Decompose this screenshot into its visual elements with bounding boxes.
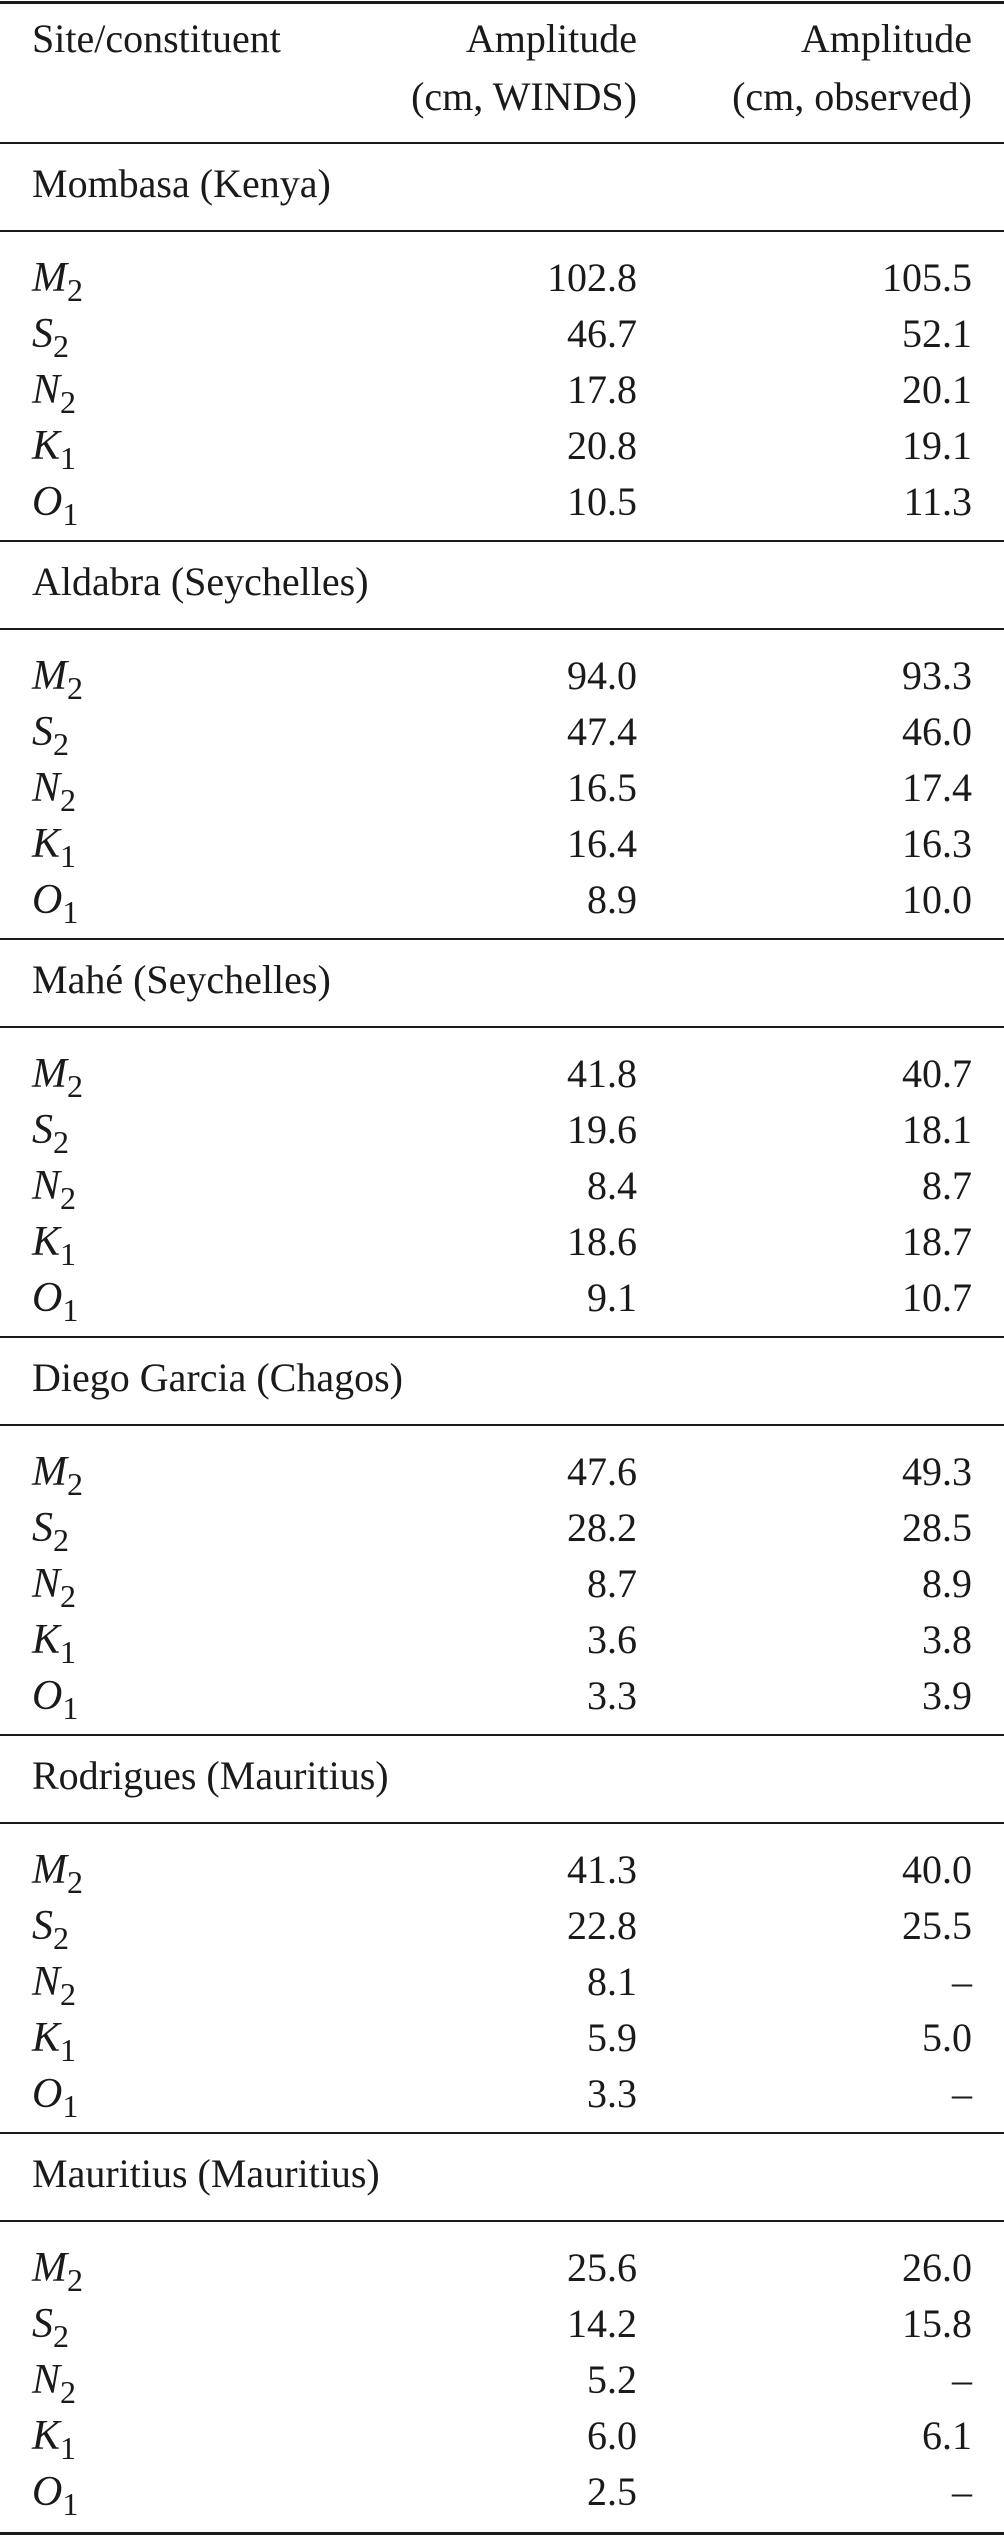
table-row (0, 872, 1004, 928)
table-row (0, 1500, 1004, 1556)
amplitude-winds-cell: 47.4 (567, 709, 637, 754)
constituent-symbol (32, 306, 69, 362)
table-row (0, 2352, 1004, 2408)
constituent-letter: S (32, 1505, 53, 1551)
amplitude-winds-cell: 22.8 (567, 1903, 637, 1948)
constituent-subscript: 2 (53, 328, 69, 364)
table-row (0, 250, 1004, 306)
amplitude-observed-cell: 8.9 (922, 1561, 972, 1606)
amplitude-observed-cell: 17.4 (902, 765, 972, 810)
constituent-letter: N (32, 367, 61, 413)
constituent-symbol (32, 2464, 78, 2520)
table-row (0, 648, 1004, 704)
group-title: Diego Garcia (Chagos) (32, 1355, 403, 1400)
amplitude-observed-cell: 40.7 (902, 1051, 972, 1096)
amplitude-winds-cell: 8.4 (587, 1163, 637, 1208)
amplitude-observed-cell: 15.8 (902, 2301, 972, 2346)
constituent-symbol (32, 418, 76, 474)
constituent-subscript: 2 (53, 1124, 69, 1160)
amplitude-winds-cell: 16.5 (567, 765, 637, 810)
header-observed-line-1: Amplitude (800, 16, 972, 61)
constituent-symbol (32, 1668, 78, 1724)
constituent-subscript: 1 (60, 1634, 77, 1670)
header-site-constituent (32, 10, 281, 68)
constituent-symbol (32, 1214, 76, 1270)
header-amplitude-observed (732, 10, 972, 126)
constituent-subscript: 2 (67, 272, 83, 308)
constituent-letter: N (32, 1959, 61, 2005)
amplitude-winds-cell: 3.3 (587, 2071, 637, 2116)
constituent-subscript: 2 (67, 2262, 83, 2298)
constituent-subscript: 2 (53, 1920, 69, 1956)
constituent-letter: O (32, 2071, 63, 2117)
amplitude-winds-cell: 47.6 (567, 1449, 637, 1494)
amplitude-observed-cell: 26.0 (902, 2245, 972, 2290)
table-row (0, 418, 1004, 474)
constituent-symbol (32, 760, 76, 816)
table-row (0, 2464, 1004, 2520)
amplitude-winds-cell: 6.0 (587, 2413, 637, 2458)
constituent-symbol (32, 1158, 76, 1214)
table-row (0, 1444, 1004, 1500)
constituent-letter: N (32, 1561, 61, 1607)
constituent-letter: O (32, 1673, 63, 1719)
constituent-letter: K (32, 2413, 61, 2459)
amplitude-winds-cell: 8.9 (587, 877, 637, 922)
amplitude-observed-cell: 3.9 (922, 1673, 972, 1718)
constituent-symbol (32, 816, 76, 872)
table-row (0, 2010, 1004, 2066)
constituent-symbol (32, 648, 83, 704)
group-title: Mauritius (Mauritius) (32, 2151, 380, 2196)
table-row (0, 2240, 1004, 2296)
table-row (0, 2066, 1004, 2122)
table-header (0, 0, 1004, 142)
constituent-subscript: 1 (60, 2032, 77, 2068)
constituent-subscript: 1 (62, 2088, 79, 2124)
amplitude-winds-cell: 5.2 (587, 2357, 637, 2402)
amplitude-observed-cell: – (952, 2469, 972, 2514)
constituent-symbol (32, 250, 83, 306)
table-row (0, 2296, 1004, 2352)
constituent-symbol (32, 1842, 83, 1898)
constituent-letter: M (32, 1847, 67, 1893)
constituent-letter: O (32, 479, 63, 525)
constituent-subscript: 2 (67, 1068, 83, 1104)
constituent-symbol (32, 362, 76, 418)
amplitude-observed-cell: 6.1 (922, 2413, 972, 2458)
table-row (0, 1270, 1004, 1326)
constituent-subscript: 1 (60, 838, 77, 874)
amplitude-observed-cell: 93.3 (902, 653, 972, 698)
amplitude-winds-cell: 20.8 (567, 423, 637, 468)
constituent-letter: O (32, 877, 63, 923)
group-title-rule (0, 1424, 1004, 1426)
amplitude-observed-cell: 28.5 (902, 1505, 972, 1550)
group-separator-rule (0, 1734, 1004, 1736)
constituent-symbol (32, 474, 78, 530)
constituent-letter: K (32, 2015, 61, 2061)
amplitude-observed-cell: 40.0 (902, 1847, 972, 1892)
group-title-rule (0, 1822, 1004, 1824)
amplitude-observed-cell: 10.0 (902, 877, 972, 922)
amplitude-observed-cell: 20.1 (902, 367, 972, 412)
amplitude-winds-cell: 10.5 (567, 479, 637, 524)
table-row (0, 474, 1004, 530)
constituent-letter: S (32, 709, 53, 755)
group-title-rule (0, 2220, 1004, 2222)
constituent-symbol (32, 2408, 76, 2464)
group-title-rule (0, 230, 1004, 232)
constituent-symbol (32, 2066, 78, 2122)
amplitude-observed-cell: 49.3 (902, 1449, 972, 1494)
constituent-subscript: 1 (62, 1690, 79, 1726)
constituent-subscript: 2 (60, 2374, 77, 2410)
constituent-letter: O (32, 2469, 63, 2515)
amplitude-observed-cell: 18.1 (902, 1107, 972, 1152)
amplitude-winds-cell: 41.8 (567, 1051, 637, 1096)
amplitude-observed-cell: 3.8 (922, 1617, 972, 1662)
amplitude-winds-cell: 17.8 (567, 367, 637, 412)
amplitude-observed-cell: 19.1 (902, 423, 972, 468)
constituent-symbol (32, 1556, 76, 1612)
amplitude-observed-cell: – (952, 2071, 972, 2116)
bottom-rule (0, 2532, 1004, 2535)
constituent-letter: N (32, 1163, 61, 1209)
group-title: Mahé (Seychelles) (32, 957, 331, 1002)
constituent-letter: M (32, 1449, 67, 1495)
constituent-subscript: 1 (60, 1236, 77, 1272)
constituent-subscript: 2 (60, 384, 77, 420)
amplitude-observed-cell: 16.3 (902, 821, 972, 866)
constituent-subscript: 1 (62, 1292, 79, 1328)
constituent-letter: S (32, 1903, 53, 1949)
constituent-letter: M (32, 2245, 67, 2291)
constituent-subscript: 1 (62, 496, 79, 532)
group-separator-rule (0, 938, 1004, 940)
amplitude-winds-cell: 5.9 (587, 2015, 637, 2060)
amplitude-winds-cell: 8.7 (587, 1561, 637, 1606)
header-site-label: Site/constituent (32, 16, 281, 61)
amplitude-winds-cell: 14.2 (567, 2301, 637, 2346)
constituent-subscript: 1 (60, 2430, 77, 2466)
table-row (0, 362, 1004, 418)
group-title-rule (0, 1026, 1004, 1028)
amplitude-observed-cell: 18.7 (902, 1219, 972, 1264)
amplitude-observed-cell: 46.0 (902, 709, 972, 754)
amplitude-winds-cell: 94.0 (567, 653, 637, 698)
amplitude-winds-cell: 3.3 (587, 1673, 637, 1718)
table-row (0, 1954, 1004, 2010)
constituent-subscript: 2 (67, 670, 83, 706)
constituent-subscript: 2 (60, 1976, 77, 2012)
amplitude-winds-cell: 16.4 (567, 821, 637, 866)
header-observed-line-2: (cm, observed) (732, 74, 972, 119)
amplitude-winds-cell: 2.5 (587, 2469, 637, 2514)
constituent-symbol (32, 1444, 83, 1500)
constituent-symbol (32, 2296, 69, 2352)
constituent-subscript: 2 (67, 1864, 83, 1900)
amplitude-winds-cell: 3.6 (587, 1617, 637, 1662)
constituent-letter: S (32, 311, 53, 357)
constituent-symbol (32, 1270, 78, 1326)
amplitude-winds-cell: 46.7 (567, 311, 637, 356)
table-row (0, 704, 1004, 760)
table-row (0, 816, 1004, 872)
constituent-symbol (32, 1500, 69, 1556)
table-row (0, 1612, 1004, 1668)
constituent-symbol (32, 2010, 76, 2066)
table-row (0, 1898, 1004, 1954)
constituent-subscript: 2 (53, 1522, 69, 1558)
group-separator-rule (0, 1336, 1004, 1338)
constituent-letter: M (32, 653, 67, 699)
constituent-letter: M (32, 1051, 67, 1097)
table-row (0, 1556, 1004, 1612)
constituent-symbol (32, 872, 78, 928)
group-separator-rule (0, 142, 1004, 144)
amplitude-observed-cell: – (952, 2357, 972, 2402)
amplitude-winds-cell: 28.2 (567, 1505, 637, 1550)
group-title-rule (0, 628, 1004, 630)
group-separator-rule (0, 540, 1004, 542)
amplitude-winds-cell: 8.1 (587, 1959, 637, 2004)
constituent-subscript: 2 (60, 1180, 77, 1216)
amplitude-observed-cell: 25.5 (902, 1903, 972, 1948)
constituent-subscript: 1 (62, 2486, 79, 2522)
constituent-letter: M (32, 255, 67, 301)
constituent-symbol (32, 1102, 69, 1158)
constituent-symbol (32, 1046, 83, 1102)
amplitude-winds-cell: 9.1 (587, 1275, 637, 1320)
constituent-letter: S (32, 1107, 53, 1153)
group-title: Aldabra (Seychelles) (32, 559, 369, 604)
constituent-subscript: 2 (67, 1466, 83, 1502)
amplitude-observed-cell: 5.0 (922, 2015, 972, 2060)
amplitude-winds-cell: 41.3 (567, 1847, 637, 1892)
constituent-letter: N (32, 765, 61, 811)
header-amplitude-winds (411, 10, 637, 126)
constituent-symbol (32, 1612, 76, 1668)
constituent-subscript: 2 (60, 1578, 77, 1614)
constituent-letter: K (32, 821, 61, 867)
constituent-subscript: 1 (62, 894, 79, 930)
amplitude-observed-cell: – (952, 1959, 972, 2004)
table-row (0, 1046, 1004, 1102)
table-row (0, 1668, 1004, 1724)
table-row (0, 760, 1004, 816)
header-winds-line-1: Amplitude (465, 16, 637, 61)
table-row (0, 1158, 1004, 1214)
amplitude-winds-cell: 102.8 (547, 255, 637, 300)
constituent-symbol (32, 704, 69, 760)
table-row (0, 306, 1004, 362)
constituent-subscript: 2 (53, 726, 69, 762)
constituent-letter: K (32, 423, 61, 469)
amplitude-winds-cell: 18.6 (567, 1219, 637, 1264)
constituent-subscript: 1 (60, 440, 77, 476)
amplitude-observed-cell: 105.5 (882, 255, 972, 300)
constituent-letter: N (32, 2357, 61, 2403)
table-row (0, 2408, 1004, 2464)
group-separator-rule (0, 2132, 1004, 2134)
amplitude-observed-cell: 10.7 (902, 1275, 972, 1320)
group-title: Mombasa (Kenya) (32, 161, 331, 206)
constituent-subscript: 2 (60, 782, 77, 818)
table-row (0, 1102, 1004, 1158)
table-row (0, 1842, 1004, 1898)
amplitude-observed-cell: 8.7 (922, 1163, 972, 1208)
header-winds-line-2: (cm, WINDS) (411, 74, 637, 119)
constituent-symbol (32, 1954, 76, 2010)
group-title: Rodrigues (Mauritius) (32, 1753, 389, 1798)
table-row (0, 1214, 1004, 1270)
constituent-symbol (32, 2240, 83, 2296)
constituent-letter: O (32, 1275, 63, 1321)
constituent-letter: K (32, 1219, 61, 1265)
amplitude-winds-cell: 19.6 (567, 1107, 637, 1152)
constituent-letter: K (32, 1617, 61, 1663)
constituent-symbol (32, 1898, 69, 1954)
amplitude-winds-cell: 25.6 (567, 2245, 637, 2290)
constituent-subscript: 2 (53, 2318, 69, 2354)
amplitude-observed-cell: 11.3 (903, 479, 972, 524)
constituent-letter: S (32, 2301, 53, 2347)
constituent-symbol (32, 2352, 76, 2408)
amplitude-observed-cell: 52.1 (902, 311, 972, 356)
